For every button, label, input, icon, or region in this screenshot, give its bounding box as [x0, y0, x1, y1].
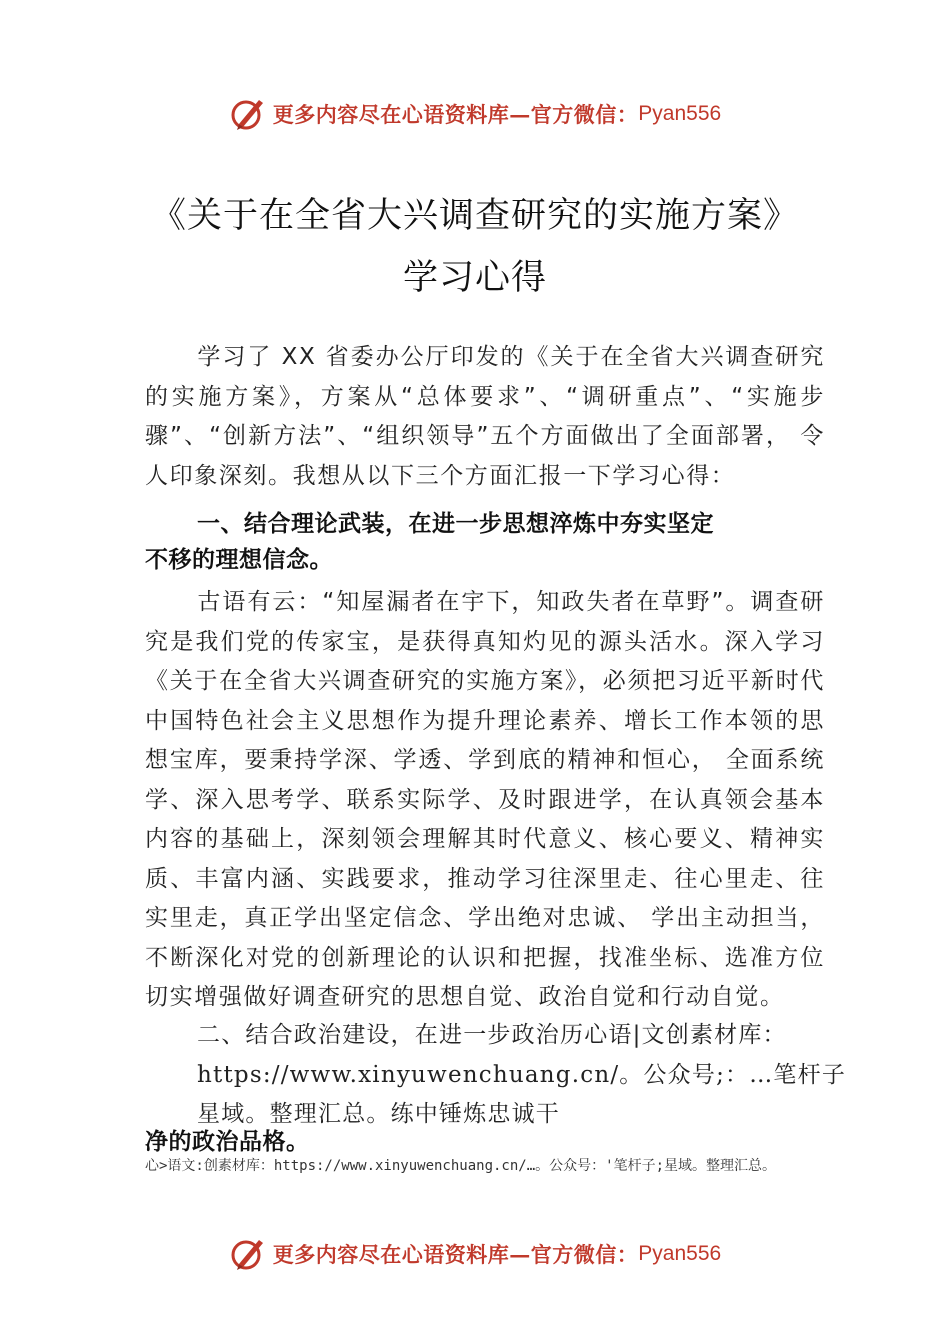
intro-paragraph [145, 338, 825, 496]
document-subtitle: 学习心得 [402, 258, 547, 298]
footer-banner [0, 1232, 950, 1276]
section-heading-1 [145, 506, 835, 578]
pen-logo-icon [229, 94, 269, 134]
section-heading-1-line2: 不移的理想信念。 [145, 547, 333, 573]
pen-logo-icon [229, 1234, 269, 1274]
section-heading-2-end: 净的政治品格。 [145, 1129, 310, 1155]
banner-text: 更多内容尽在心语资料库—官方微信： [272, 1242, 639, 1267]
section-heading-2-part2: https://www.xinyuwenchuang.cn/。公众号;：…笔杆子 [197, 1061, 847, 1088]
intro-text: 学习了 XX 省委办公厅印发的《关于在全省大兴调查研究的实施方案》，方案从“总体要求”、“调研重点”、“实施步骤”、“创新方法”、“组织领导”五个方面做出了全面部署， 令人印象深刻。我想从以下三个方面汇报一下学习心得： [145, 344, 825, 489]
body-paragraph-1 [145, 583, 825, 1018]
header-banner [0, 92, 950, 136]
section-heading-1-line1: 一、结合理论武装，在进一步思想淬炼中夯实坚定 [197, 511, 714, 537]
banner-text: 更多内容尽在心语资料库—官方微信： [272, 102, 639, 127]
section-heading-2 [197, 1016, 847, 1135]
footnote: 心>语文:创素材库：https://www.xinyuwenchuang.cn/…。公众号：'笔杆子;星域。整理汇总。 [145, 1158, 777, 1174]
banner-wechat-id: Pyan556 [638, 1242, 722, 1265]
section-heading-2-part1: 二、结合政治建设，在进一步政治历心语|文创素材库： [197, 1022, 787, 1048]
banner-wechat-id: Pyan556 [638, 102, 722, 125]
section-heading-2-part3: 星域。整理汇总。练中锤炼忠诚干 [197, 1101, 560, 1127]
body-1-text: 古语有云：“知屋漏者在宇下，知政失者在草野”。调查研究是我们党的传家宝，是获得真知灼见的源头活水。深入学习《关于在全省大兴调查研究的实施方案》，必须把习近平新时代中国特色社会主义思想作为提升理论素养、增长工作本领的思想宝库，要秉持学深、学透、学到底的精神和恒心， 全面系统学、深入思考学、联系实际学、及时跟进学，在认真领会基本内容的基础上，深刻领会理解其时代意义、核心要义、精神实质、丰富内涵、实践要求，推动学习往深里走、往心里走、往实里走，真正学出坚定信念、学出绝对忠诚、 学出主动担当，不断深化对党的创新理论的认识和把握，找准坐标、选准方位切实增强做好调查研究的思想自觉、政治自觉和行动自觉。 [145, 589, 825, 1010]
document-title: 《关于在全省大兴调查研究的实施方案》 [150, 196, 799, 236]
